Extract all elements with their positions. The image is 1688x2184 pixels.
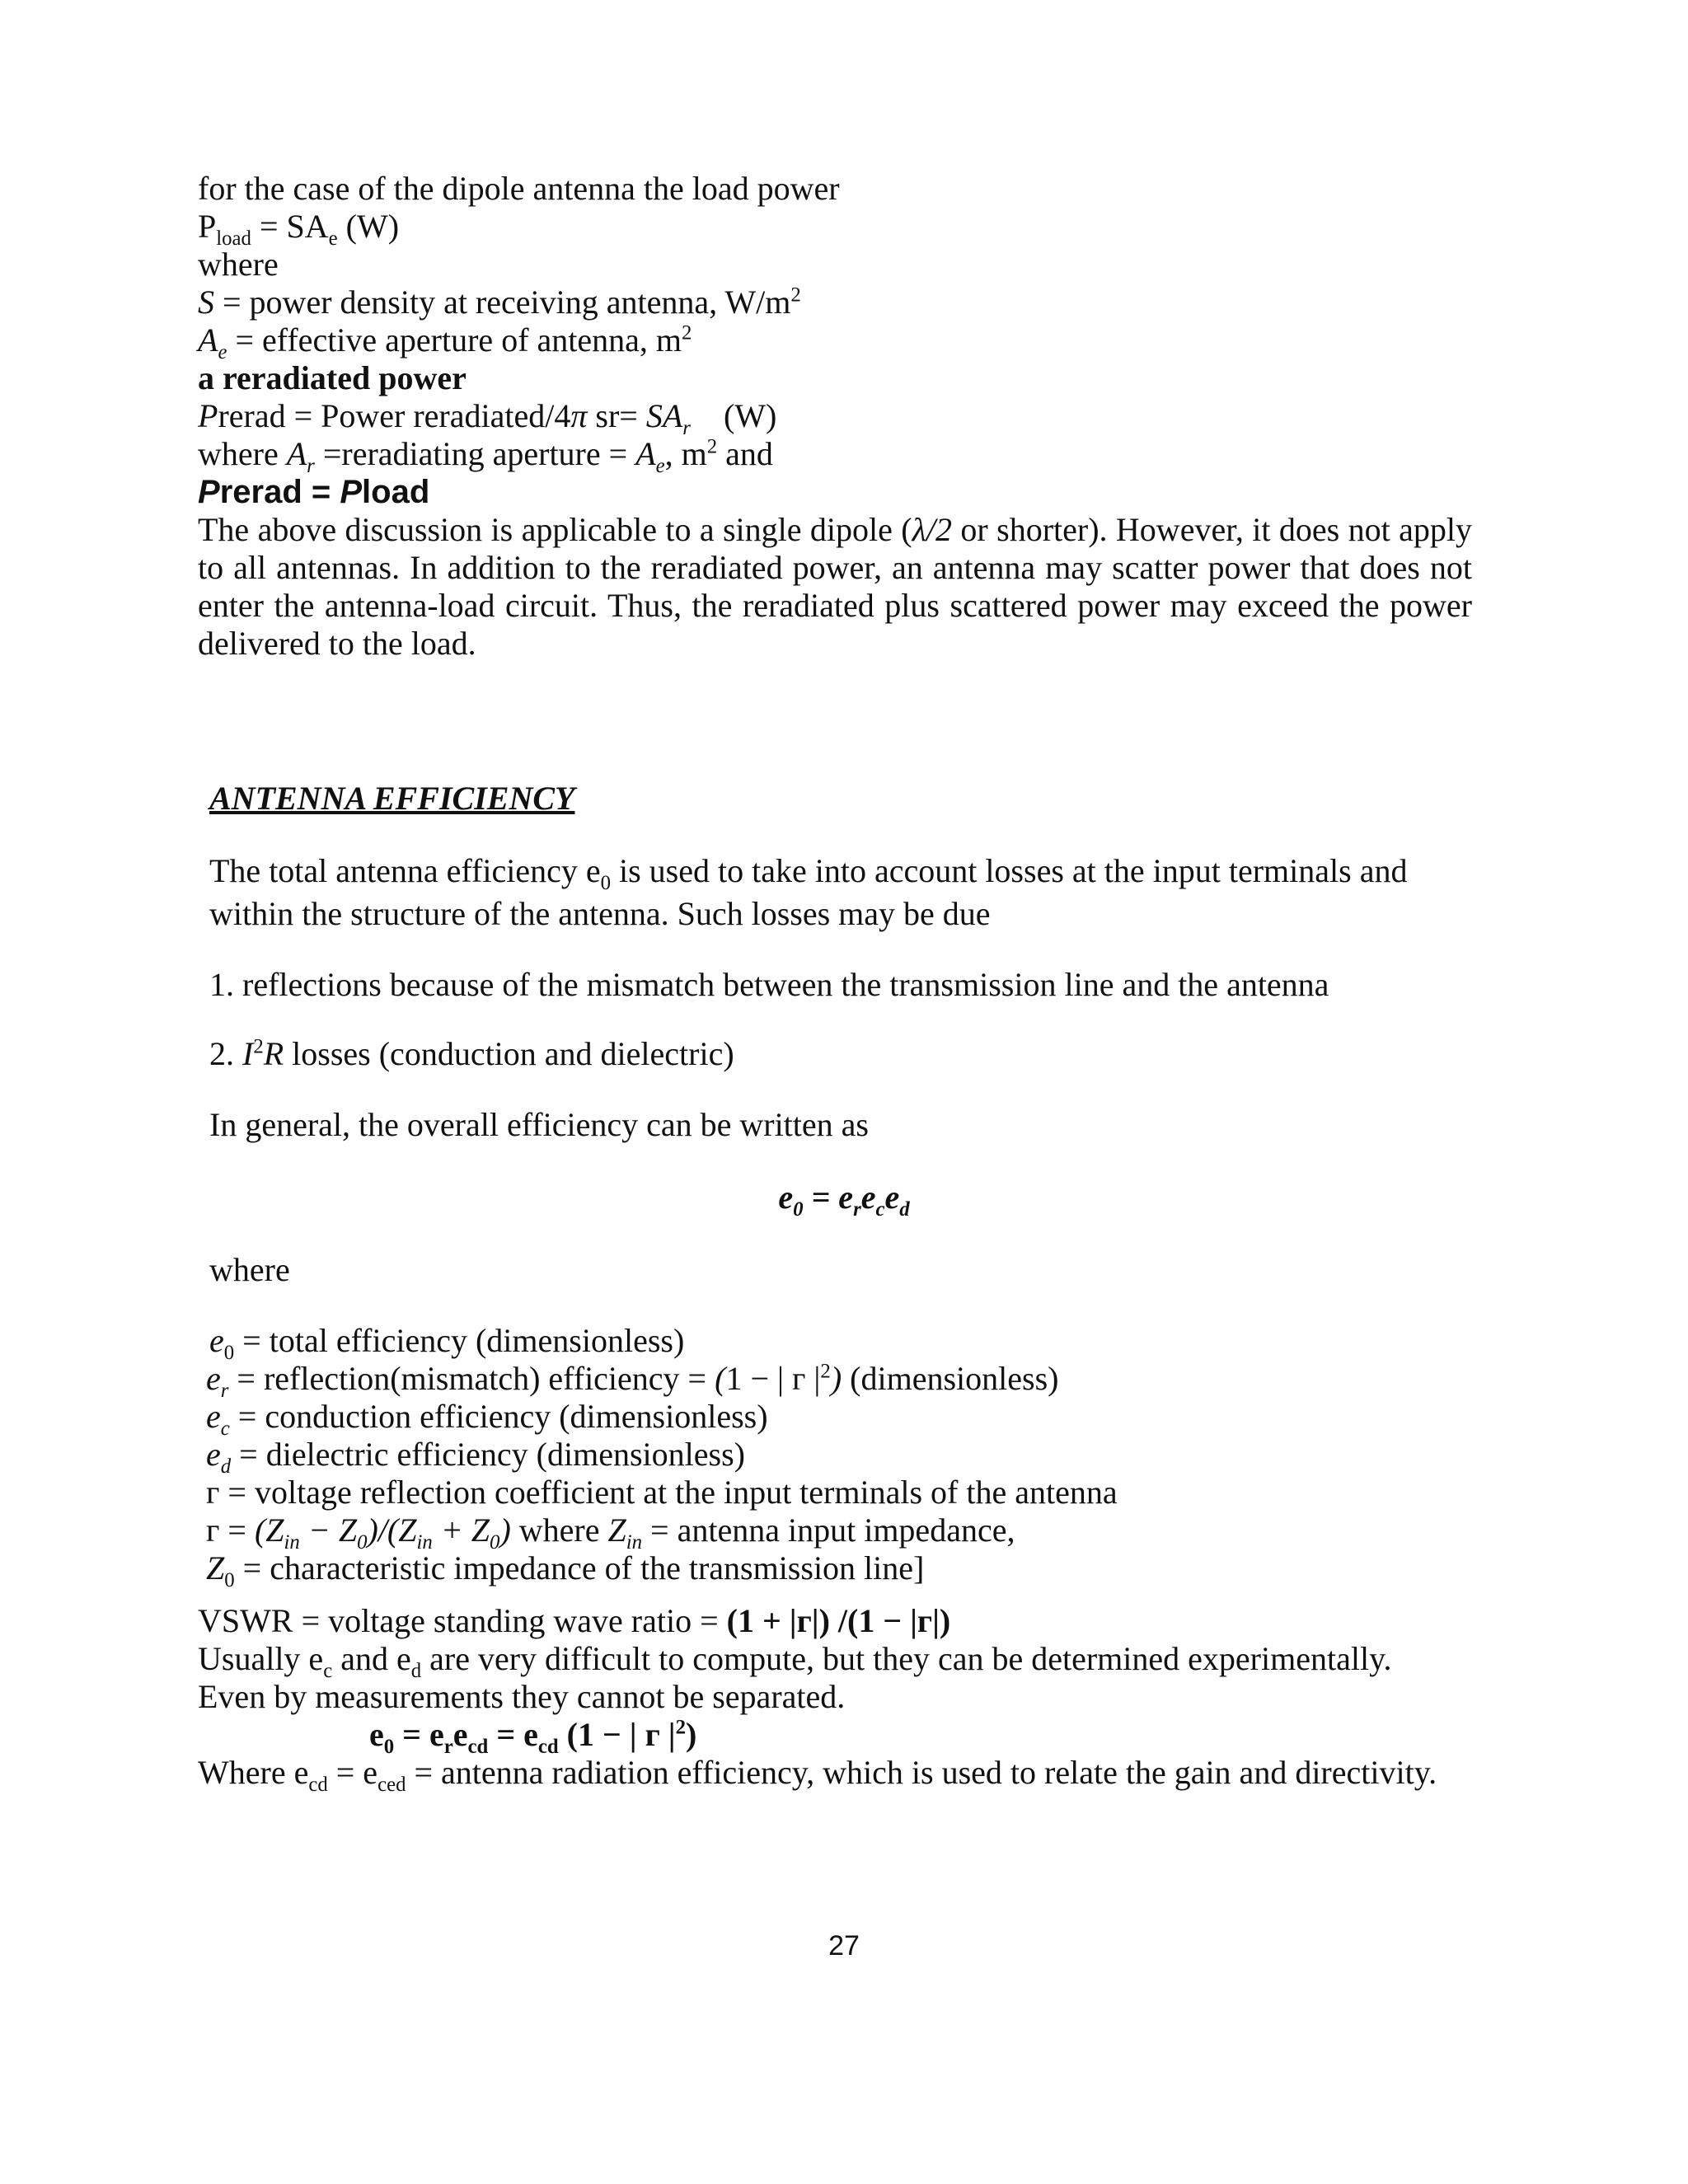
radiation-efficiency-equation: $e_0 = e_re_{cd} = e_{cd}$ (1 − | г $|^2$) xyxy=(369,1716,697,1758)
intro-line: for the case of the dipole antenna the load power xyxy=(198,170,840,207)
where-label-2: where xyxy=(209,1251,290,1288)
def-er: $e_r$ = reflection(mismatch) efficiency = (1 − | г $|^2$) (dimensionless) xyxy=(206,1360,1059,1402)
prerad-equation: Prerad = Power reradiated/4π $sr= SA_r$ (W) xyxy=(198,397,777,439)
main-efficiency-equation: $e_0 = e_re_ce_d$ xyxy=(778,1179,910,1221)
def-gamma: г = voltage reflection coefficient at the input terminals of the antenna xyxy=(206,1474,1118,1511)
vswr-line: VSWR = voltage standing wave ratio = (1 + |г|) /(1 − |г|) xyxy=(198,1602,951,1639)
def-z0: $Z_0$ = characteristic impedance of the transmission line] xyxy=(206,1549,925,1591)
def-gamma-equation: $г = (Z_{in} - Z_0)/(Z_{in} + Z_0)$ where $Z_{in}$ = antenna input impedance, xyxy=(206,1511,1015,1554)
antenna-efficiency-heading: ANTENNA EFFICIENCY xyxy=(209,780,575,817)
dipole-paragraph: The above discussion is applicable to a single dipole (λ/2 or shorter). However, it does not apply to all antennas. In addition to the reradiated power, an antenna may scatter power that does not enter the antenna-load circuit. Thus, the reradiated plus scattered power may exceed the power delivered to the load. xyxy=(198,511,1472,662)
loss-item-2: 2. $I^2R$ losses (conduction and dielectric) xyxy=(209,1035,734,1072)
def-ed: $e_d$ = dielectric efficiency (dimensionless) xyxy=(206,1436,745,1478)
pload-equation: $P_{load} = SA_e$ (W) xyxy=(198,208,400,250)
final-line: Where $e_{cd} = e_{ced}$ = antenna radiation efficiency, which is used to relate the gain and directivity. xyxy=(198,1754,1437,1796)
page-number: 27 xyxy=(828,1930,860,1961)
loss-item-1: 1. reflections because of the mismatch between the transmission line and the antenna xyxy=(209,966,1329,1003)
def-ec: $e_c$ = conduction efficiency (dimensionless) xyxy=(206,1398,768,1440)
ae-definition: $A_e$ = effective aperture of antenna, $m^2$ xyxy=(198,321,692,363)
reradiated-heading: a reradiated power xyxy=(198,359,467,396)
def-e0: $e_0$ = total efficiency (dimensionless) xyxy=(209,1322,685,1364)
general-statement: In general, the overall efficiency can be written as xyxy=(209,1106,869,1143)
where-label: where xyxy=(198,246,279,283)
prerad-pload-equality: Prerad = Pload xyxy=(198,474,430,510)
ar-definition: where $A_r$ =reradiating aperture = $A_e$, $m^2$ and xyxy=(198,435,773,477)
s-definition: S = power density at receiving antenna, $W/m^2$ xyxy=(198,284,801,321)
even-line: Even by measurements they cannot be separated. xyxy=(198,1678,846,1715)
efficiency-intro-line2: within the structure of the antenna. Such losses may be due xyxy=(209,895,991,932)
efficiency-intro-line1: The total antenna efficiency $e_0$ is used to take into account losses at the input terminals and xyxy=(209,852,1408,894)
usually-line: Usually $e_c$ and $e_d$ are very difficult to compute, but they can be determined experimentally. xyxy=(198,1640,1392,1682)
